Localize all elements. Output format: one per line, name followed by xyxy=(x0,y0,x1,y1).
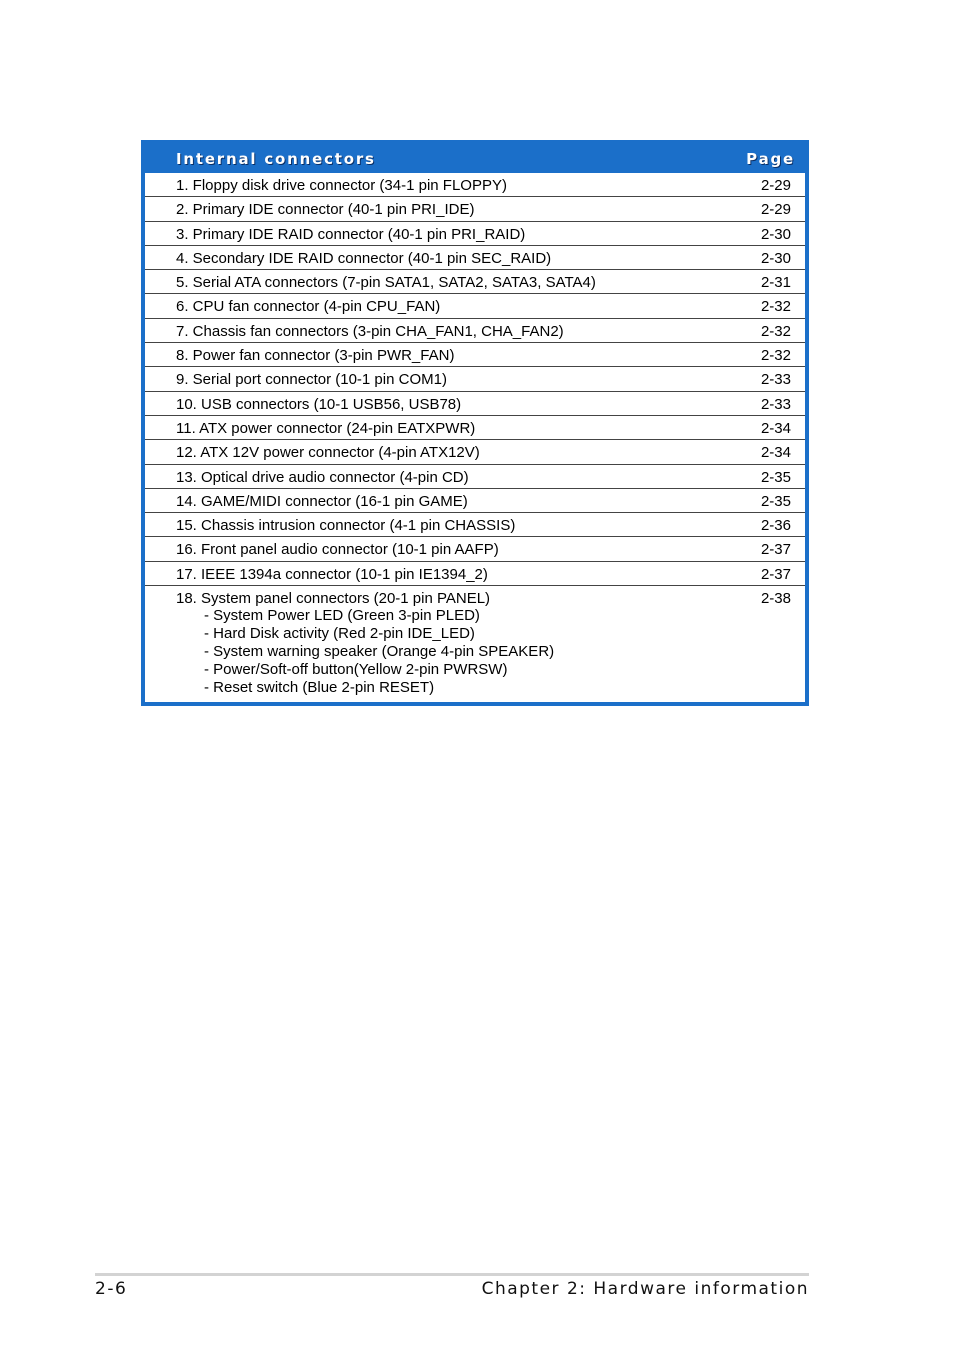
footer-chapter-title: Chapter 2: Hardware information xyxy=(481,1279,809,1299)
connector-label: 17. IEEE 1394a connector (10-1 pin IE1394_2) xyxy=(176,565,488,583)
table-row xyxy=(145,197,805,221)
row-label-cell xyxy=(176,250,551,269)
row-label-cell xyxy=(176,493,468,512)
row-label-cell xyxy=(176,298,440,317)
sub-item: - System Power LED (Green 3-pin PLED) xyxy=(204,607,480,625)
connector-label: 10. USB connectors (10-1 USB56, USB78) xyxy=(176,395,462,413)
page-reference: 2-37 xyxy=(760,565,791,583)
connector-label: 2. Primary IDE connector (40-1 pin PRI_IDE) xyxy=(176,201,475,219)
row-label-cell xyxy=(176,420,475,439)
page-reference: 2-33 xyxy=(760,395,791,413)
sub-item-list xyxy=(176,607,554,697)
table-row xyxy=(145,173,805,197)
connector-label: 16. Front panel audio connector (10-1 pin AAFP) xyxy=(176,541,499,559)
table-row xyxy=(145,343,805,367)
table-row xyxy=(145,465,805,489)
table-row xyxy=(145,562,805,586)
page-reference: 2-35 xyxy=(760,492,791,510)
table-row xyxy=(145,440,805,464)
page-reference: 2-38 xyxy=(760,590,791,608)
connector-label: 11. ATX power connector (24-pin EATXPWR) xyxy=(176,419,476,437)
row-label-cell xyxy=(176,274,596,293)
table-row xyxy=(145,246,805,270)
sub-item: - System warning speaker (Orange 4-pin SPEAKER) xyxy=(204,643,555,661)
row-label-cell xyxy=(176,177,507,196)
connector-label: 12. ATX 12V power connector (4-pin ATX12V) xyxy=(176,444,480,462)
connectors-table xyxy=(141,140,809,706)
page-reference: 2-29 xyxy=(760,177,791,194)
sub-item: - Power/Soft-off button(Yellow 2-pin PWRSW) xyxy=(204,661,508,679)
page-reference: 2-33 xyxy=(760,371,791,389)
page-reference: 2-34 xyxy=(760,419,791,437)
connector-label: 9. Serial port connector (10-1 pin COM1) xyxy=(176,371,447,389)
header-page: Page xyxy=(746,150,795,168)
connector-label: 5. Serial ATA connectors (7-pin SATA1, SATA2, SATA3, SATA4) xyxy=(176,274,596,292)
row-label-cell xyxy=(176,469,469,488)
connector-label: 3. Primary IDE RAID connector (40-1 pin PRI_RAID) xyxy=(176,225,526,243)
connector-label: 6. CPU fan connector (4-pin CPU_FAN) xyxy=(176,298,441,316)
connector-label: 1. Floppy disk drive connector (34-1 pin FLOPPY) xyxy=(176,177,507,194)
connector-label: 18. System panel connectors (20-1 pin PANEL) xyxy=(176,590,491,608)
connector-label: 14. GAME/MIDI connector (16-1 pin GAME) xyxy=(176,492,468,510)
row-label-cell xyxy=(176,347,454,366)
sub-item: - Hard Disk activity (Red 2-pin IDE_LED) xyxy=(204,625,475,643)
connector-label: 13. Optical drive audio connector (4-pin CD) xyxy=(176,468,469,486)
page-reference: 2-35 xyxy=(760,468,791,486)
page-reference: 2-29 xyxy=(760,201,791,219)
header-title: Internal connectors xyxy=(176,150,376,168)
row-label-cell xyxy=(176,371,447,390)
table-row xyxy=(145,586,805,702)
table-row xyxy=(145,537,805,561)
table-row xyxy=(145,319,805,343)
row-label-cell xyxy=(176,517,515,536)
row-label-cell xyxy=(176,590,554,697)
connector-label: 15. Chassis intrusion connector (4-1 pin CHASSIS) xyxy=(176,517,516,535)
page-reference: 2-36 xyxy=(760,517,791,535)
page-reference: 2-31 xyxy=(760,274,791,292)
connector-label: 7. Chassis fan connectors (3-pin CHA_FAN1, CHA_FAN2) xyxy=(176,322,564,340)
page-reference: 2-32 xyxy=(760,322,791,340)
table-row xyxy=(145,294,805,318)
table-row xyxy=(145,513,805,537)
table-row xyxy=(145,270,805,294)
page-reference: 2-32 xyxy=(760,347,791,365)
page-reference: 2-30 xyxy=(760,249,791,267)
page-reference: 2-30 xyxy=(760,225,791,243)
row-label-cell xyxy=(176,541,499,560)
table-row xyxy=(145,392,805,416)
row-label-cell xyxy=(176,226,525,245)
page-reference: 2-34 xyxy=(760,444,791,462)
table-row xyxy=(145,416,805,440)
table-row xyxy=(145,489,805,513)
footer-divider xyxy=(95,1273,809,1276)
page-footer xyxy=(95,1279,809,1299)
row-label-cell xyxy=(176,566,488,585)
connector-label: 8. Power fan connector (3-pin PWR_FAN) xyxy=(176,347,455,365)
table-row xyxy=(145,222,805,246)
connector-label: 4. Secondary IDE RAID connector (40-1 pin SEC_RAID) xyxy=(176,249,552,267)
table-row xyxy=(145,367,805,391)
table-header xyxy=(145,140,805,173)
table-body xyxy=(145,173,805,702)
row-label-cell xyxy=(176,201,474,220)
row-label-cell xyxy=(176,444,480,463)
page-reference: 2-32 xyxy=(760,298,791,316)
sub-item: - Reset switch (Blue 2-pin RESET) xyxy=(204,679,435,697)
footer-page-number: 2-6 xyxy=(95,1279,128,1299)
row-label-cell xyxy=(176,396,461,415)
page-reference: 2-37 xyxy=(760,541,791,559)
row-label-cell xyxy=(176,323,564,342)
